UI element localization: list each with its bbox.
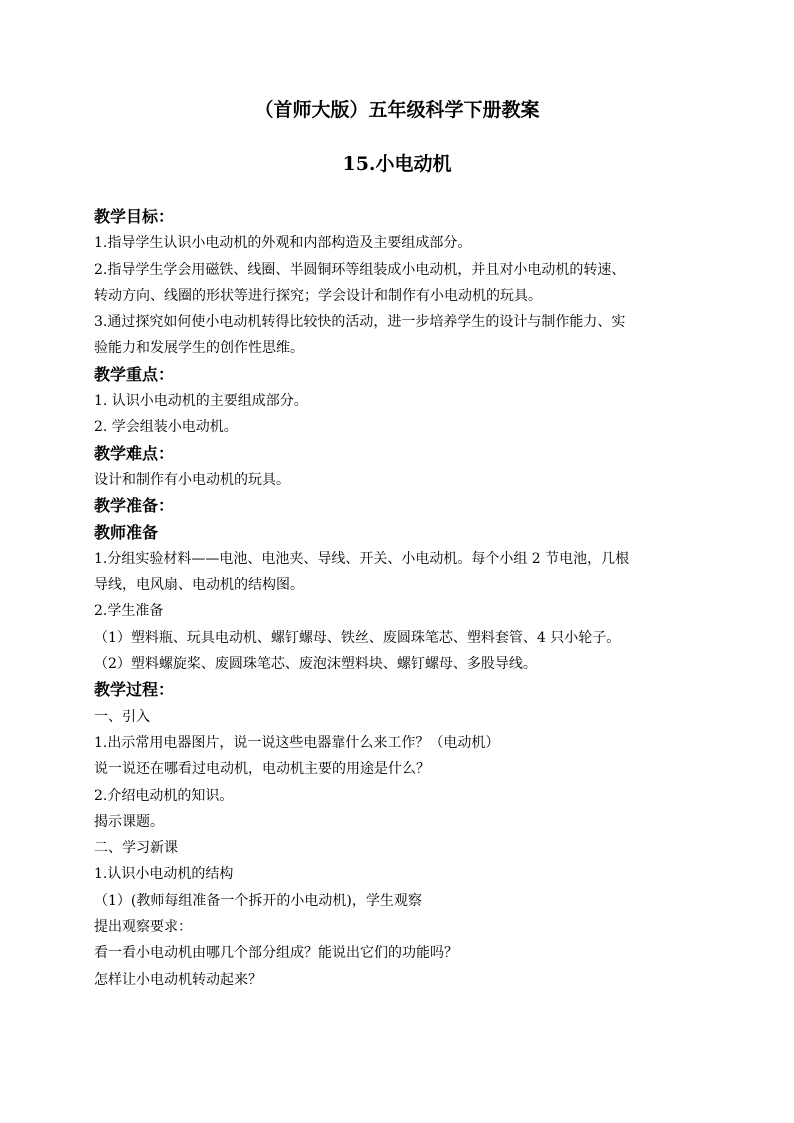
paragraph-line: 怎样让小电动机转动起来？: [94, 971, 262, 988]
paragraph-line: （1）(教师每组准备一个拆开的小电动机)，学生观察: [94, 892, 422, 909]
section-heading-teacher-preparation: 教师准备: [94, 522, 159, 542]
paragraph-line: 1.认识小电动机的结构: [94, 866, 234, 883]
paragraph-line: 说一说还在哪看过电动机，电动机主要的用途是什么？: [94, 761, 430, 778]
paragraph-line: 2.指导学生学会用磁铁、线圈、半圆铜环等组装成小电动机，并且对小电动机的转速、: [94, 261, 626, 278]
paragraph-line: 1. 认识小电动机的主要组成部分。: [94, 393, 308, 410]
paragraph-line: 2. 学会组装小电动机。: [94, 419, 238, 436]
paragraph-line: 导线，电风扇、电动机的结构图。: [94, 577, 304, 594]
paragraph-line: 3.通过探究如何使小电动机转得比较快的活动，进一步培养学生的设计与制作能力、实: [94, 314, 626, 331]
section-heading-objectives: 教学目标：: [94, 207, 175, 226]
paragraph-line: 设计和制作有小电动机的玩具。: [94, 471, 290, 488]
paragraph-line: 1.分组实验材料——电池、电池夹、导线、开关、小电动机。每个小组 2 节电池，几根: [94, 550, 630, 567]
paragraph-line: 转动方向、线圈的形状等进行探究；学会设计和制作有小电动机的玩具。: [94, 287, 542, 304]
paragraph-line: （2）塑料螺旋桨、废圆珠笔芯、废泡沫塑料块、螺钉螺母、多股导线。: [94, 656, 537, 673]
paragraph-line: 看一看小电动机由哪几个部分组成？能说出它们的功能吗？: [94, 945, 458, 962]
section-heading-process: 教学过程：: [94, 680, 175, 700]
paragraph-line: 提出观察要求：: [94, 919, 192, 936]
section-heading-difficulties: 教学难点：: [94, 443, 175, 463]
paragraph-line: 2.学生准备: [94, 603, 164, 620]
paragraph-line: 2.介绍电动机的知识。: [94, 787, 234, 804]
section-heading-key-points: 教学重点：: [94, 364, 175, 384]
section-heading-preparation: 教学准备：: [94, 496, 175, 516]
paragraph-line: 验能力和发展学生的创作性思维。: [94, 340, 304, 357]
paragraph-line: 一、引入: [94, 708, 150, 725]
lesson-title: 15.小电动机: [342, 153, 452, 175]
paragraph-line: （1）塑料瓶、玩具电动机、螺钉螺母、铁丝、废圆珠笔芯、塑料套管、4 只小轮子。: [94, 629, 621, 646]
paragraph-line: 1.出示常用电器图片，说一说这些电器靠什么来工作？（电动机）: [94, 734, 500, 751]
paragraph-line: 1.指导学生认识小电动机的外观和内部构造及主要组成部分。: [94, 235, 472, 252]
document-title: （首师大版）五年级科学下册教案: [254, 99, 540, 121]
lesson-plan-body: [94, 204, 704, 993]
paragraph-line: 揭示课题。: [94, 813, 164, 830]
paragraph-line: 二、学习新课: [94, 840, 178, 857]
